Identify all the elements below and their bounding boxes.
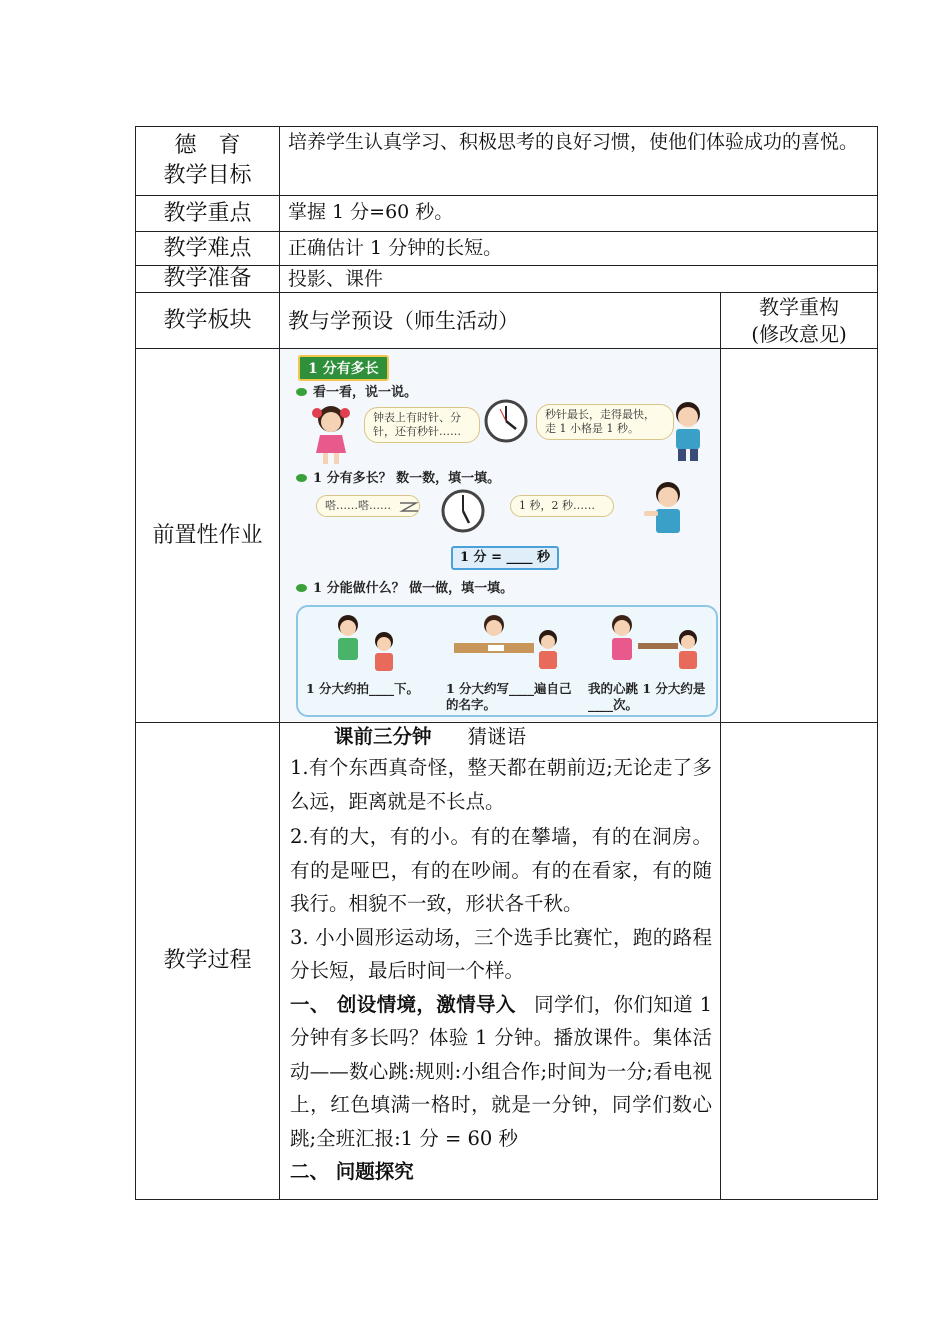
clock-icon	[480, 399, 532, 443]
speech-bubble-count: 1 秒，2 秒……	[510, 495, 614, 517]
bullet-icon	[296, 584, 307, 592]
boy-icon	[666, 399, 710, 465]
heartbeat-kids-icon	[598, 613, 708, 675]
activity-panel	[296, 605, 718, 717]
section-1-text: 同学们，你们知道 1 分钟有多长吗？体验 1 分钟。播放课件。集体活动——数心跳:规则:小组合作;时间为一分;看电视上，红色填满一格时，就是一分钟，同学们数心跳;全班汇报:1 分 = 60 秒	[290, 992, 713, 1150]
row-key-point	[136, 196, 878, 232]
header-revision-line1: 教学重构	[759, 294, 839, 319]
riddle-3: 3. 小小圆形运动场，三个选手比赛忙，跑的路程分长短，最后时间一个样。	[290, 925, 712, 982]
label-preparation: 教学准备	[136, 266, 280, 293]
key-point-text: 掌握 1 分=60 秒。	[280, 196, 878, 232]
moral-goal-text: 培养学生认真学习、积极思考的良好习惯，使他们体验成功的喜悦。	[280, 127, 878, 196]
row-header	[136, 293, 878, 349]
clapping-kids-icon	[328, 611, 408, 681]
process-heading	[290, 725, 712, 749]
clock-icon	[436, 489, 490, 533]
speech-bubble-right: 秒针最长，走得最快，走 1 小格是 1 秒。	[536, 404, 674, 440]
process-content	[280, 723, 721, 1200]
riddle-1: 1.有个东西真奇怪，整天都在朝前迈;无论走了多么远，距离就是不长点。	[290, 756, 712, 813]
section-2-title: 二、 问题探究	[290, 1160, 414, 1183]
label-moral-line1: 德 育	[174, 133, 241, 158]
header-revision-line2: (修改意见)	[751, 321, 847, 346]
caption-clap: 1 分大约拍____下。	[306, 681, 420, 696]
zigzag-icon	[398, 499, 420, 515]
label-difficulty: 教学难点	[136, 232, 280, 266]
label-moral-line2: 教学目标	[163, 163, 252, 188]
question-count-text: 1 分有多长？ 数一数，填一填。	[313, 471, 501, 486]
label-moral-goal	[136, 127, 280, 196]
homework-illustration-cell	[280, 349, 721, 723]
question-do	[296, 577, 513, 596]
caption-heartbeat: 我的心跳 1 分大约是____次。	[588, 681, 706, 712]
row-process	[136, 723, 878, 1200]
speech-bubble-tick: 嗒……嗒……	[316, 495, 420, 517]
section-1-title: 一、 创设情境，激情导入	[290, 992, 516, 1016]
header-activities: 教与学预设（师生活动）	[280, 293, 721, 349]
process-subtitle: 猜谜语	[467, 725, 527, 748]
riddle-2: 2.有的大，有的小。有的在攀墙，有的在洞房。有的是哑巴，有的在吵闹。有的在看家，有的随我行。相貌不一致，形状各千秋。	[290, 825, 712, 915]
row-pre-homework	[136, 349, 878, 723]
header-revision	[721, 293, 878, 349]
process-revision-cell	[721, 723, 878, 1200]
question-do-text: 1 分能做什么？ 做一做，填一填。	[313, 581, 514, 596]
question-look-text: 看一看，说一说。	[313, 385, 418, 400]
row-difficulty	[136, 232, 878, 266]
fill-blank-box: 1 分 = ____ 秒	[451, 546, 559, 570]
header-section: 教学板块	[136, 293, 280, 349]
textbook-illustration	[280, 349, 720, 721]
boy-icon	[640, 479, 690, 539]
section-1	[290, 988, 712, 1156]
speech-bubble-left: 钟表上有时针、分针，还有秒针……	[364, 407, 480, 443]
preparation-text: 投影、课件	[280, 266, 878, 293]
label-pre-homework: 前置性作业	[136, 349, 280, 723]
illustration-tag: 1 分有多长	[298, 355, 389, 381]
row-preparation	[136, 266, 878, 293]
question-look	[296, 381, 417, 400]
process-title: 课前三分钟	[334, 725, 432, 748]
bullet-icon	[296, 474, 307, 482]
caption-write: 1 分大约写____遍自己的名字。	[446, 681, 572, 712]
girl-icon	[308, 403, 354, 467]
pre-homework-revision-cell	[721, 349, 878, 723]
bullet-icon	[296, 388, 307, 396]
lesson-plan-table	[135, 126, 878, 1200]
difficulty-text: 正确估计 1 分钟的长短。	[280, 232, 878, 266]
question-count	[296, 467, 500, 486]
writing-kids-icon	[448, 613, 568, 675]
row-moral-goal	[136, 127, 878, 196]
label-process: 教学过程	[136, 723, 280, 1200]
label-key-point: 教学重点	[136, 196, 280, 232]
